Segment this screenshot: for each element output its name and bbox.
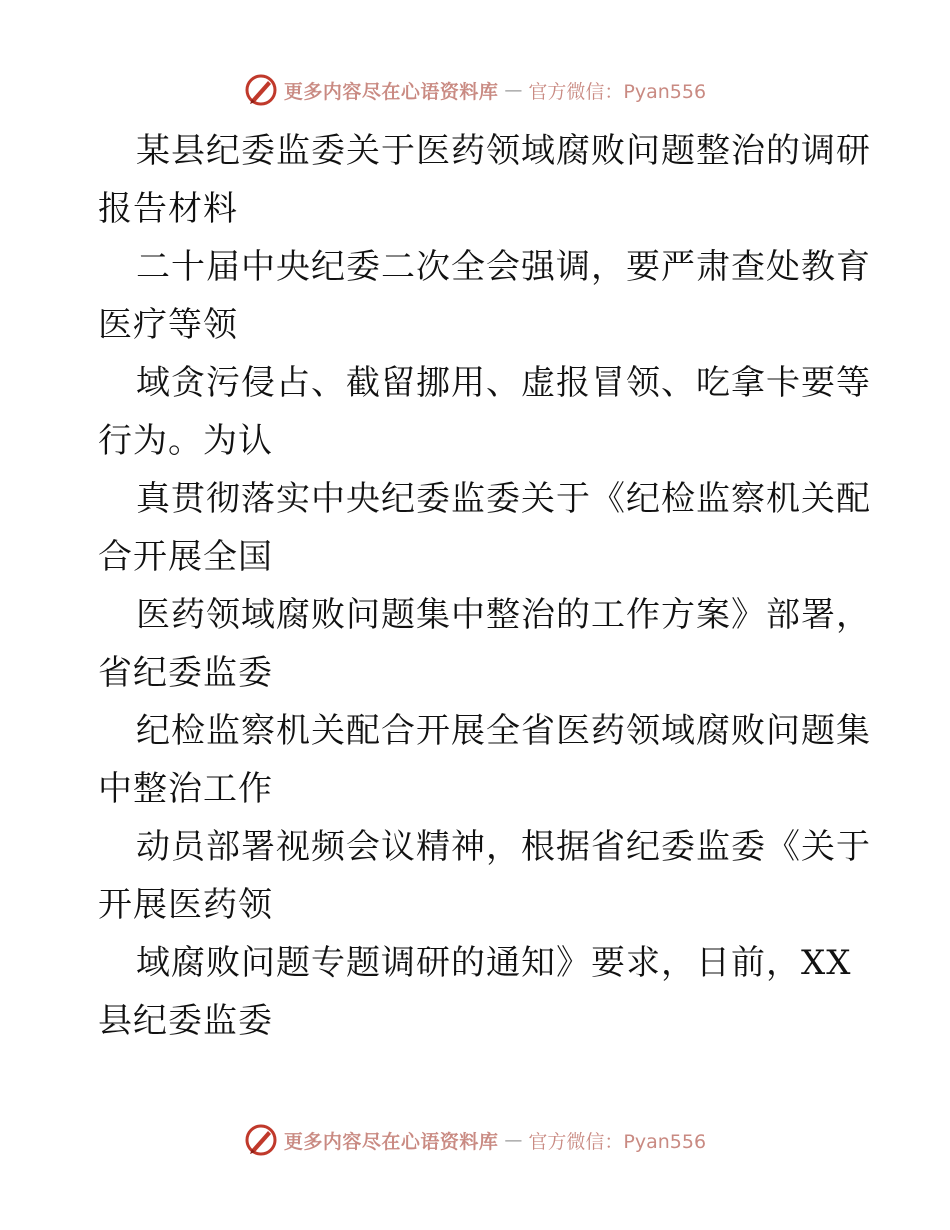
paragraph-line: 省纪委监委: [98, 653, 273, 693]
title-line-1: 某县纪委监委关于医药领域腐败问题整治的调研: [136, 131, 871, 171]
paragraph-line: 开展医药领: [98, 885, 273, 925]
banner-separator: —: [504, 1129, 523, 1151]
paragraph-line: 中整治工作: [98, 769, 273, 809]
document-body: [98, 122, 871, 1050]
paragraph-line: 县纪委监委: [98, 1001, 273, 1041]
title-line-2: 报告材料: [98, 189, 238, 229]
paragraph-line: 二十届中央纪委二次全会强调，要严肃查处教育: [136, 247, 871, 287]
paragraph-line: 真贯彻落实中央纪委监委关于《纪检监察机关配: [136, 479, 871, 519]
paragraph-line: 医疗等领: [98, 305, 238, 345]
banner-separator: —: [504, 79, 523, 101]
pen-circle-logo-icon: [244, 1123, 278, 1157]
header-banner: [0, 70, 950, 110]
footer-banner: [0, 1120, 950, 1160]
banner-text: 更多内容尽在心语资料库: [283, 1130, 499, 1153]
paragraph-line: 域腐败问题专题调研的通知》要求，日前，XX: [136, 943, 852, 983]
paragraph-line: 纪检监察机关配合开展全省医药领域腐败问题集: [136, 711, 871, 751]
pen-circle-logo-icon: [244, 73, 278, 107]
paragraph-line: 域贪污侵占、截留挪用、虚报冒领、吃拿卡要等: [136, 363, 871, 403]
paragraph-line: 合开展全国: [98, 537, 273, 577]
banner-contact: 官方微信：Pyan556: [528, 80, 707, 103]
banner-contact: 官方微信：Pyan556: [528, 1130, 707, 1153]
paragraph-line: 医药领域腐败问题集中整治的工作方案》部署，: [136, 595, 871, 635]
banner-text: 更多内容尽在心语资料库: [283, 80, 499, 103]
paragraph-line: 行为。为认: [98, 421, 273, 461]
paragraph-line: 动员部署视频会议精神，根据省纪委监委《关于: [136, 827, 871, 867]
